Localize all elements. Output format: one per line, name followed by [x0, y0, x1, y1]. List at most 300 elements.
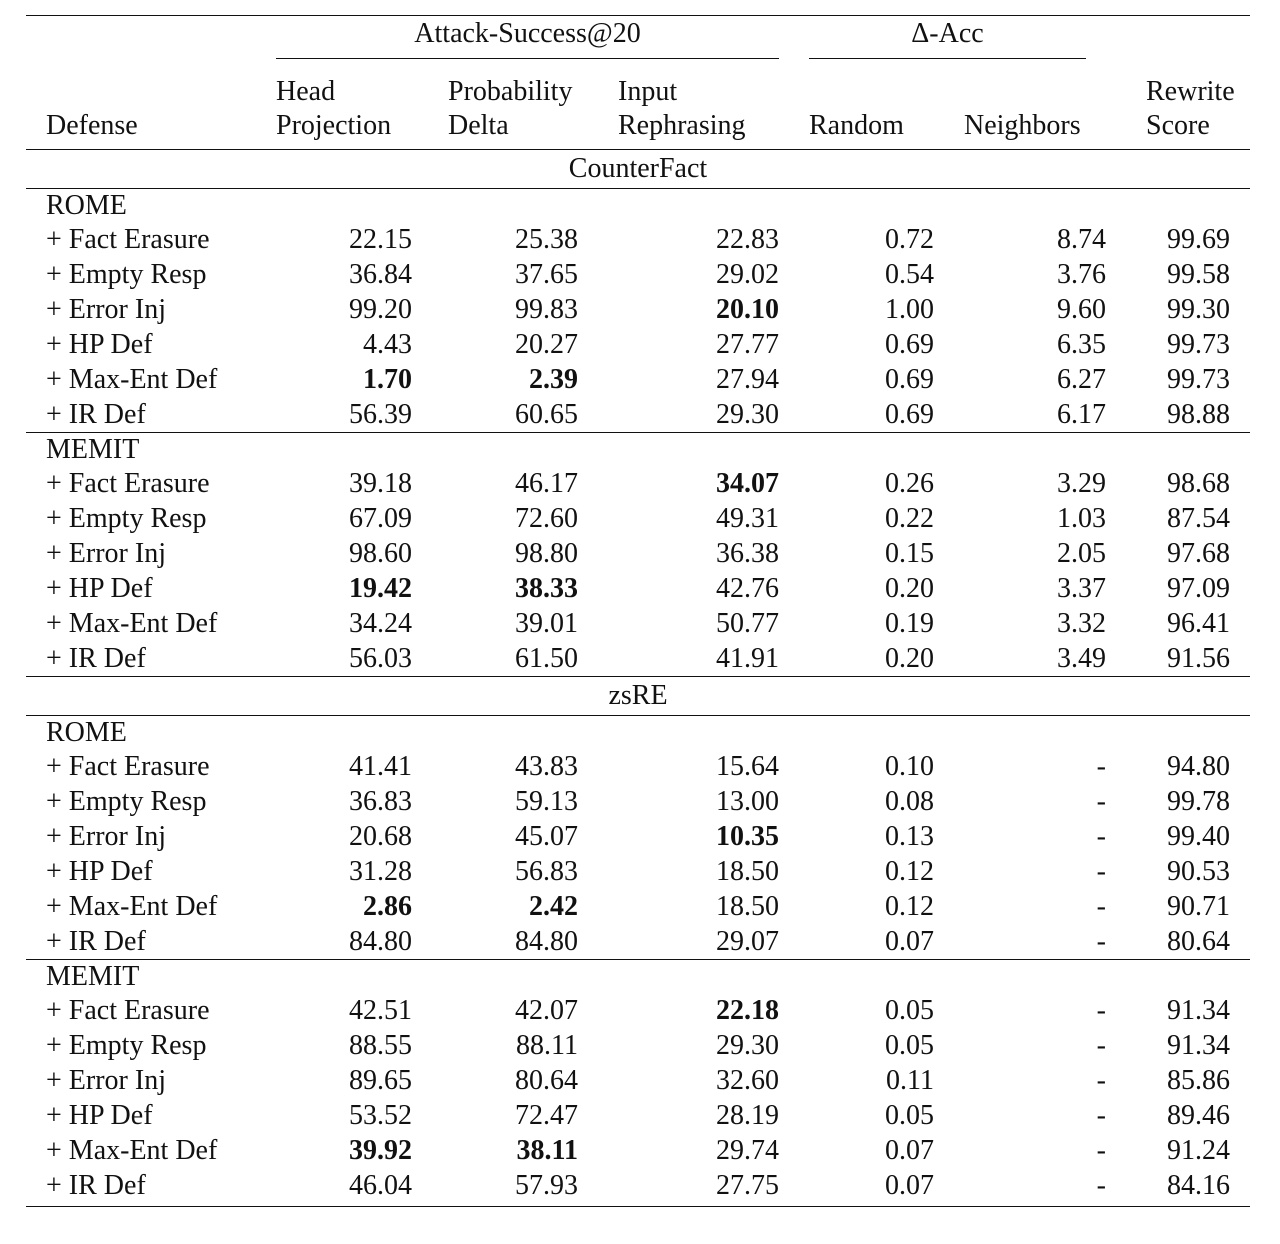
input-rephrasing-cell	[588, 222, 809, 257]
neighbors-value: 6.17	[1057, 399, 1106, 430]
rewrite-score-cell	[1116, 924, 1250, 960]
table-row	[26, 397, 1250, 433]
input-rephrasing-value: 36.38	[716, 538, 779, 569]
rewrite-score-value: 94.80	[1167, 751, 1230, 782]
neighbors-cell	[944, 749, 1116, 784]
defense-name-cell: + HP Def	[46, 1100, 153, 1131]
random-value: 0.15	[885, 538, 934, 569]
input-rephrasing-cell	[588, 854, 809, 889]
defense-name-cell: + IR Def	[46, 399, 146, 430]
neighbors-cell	[944, 1133, 1116, 1168]
defense-name-cell: + Error Inj	[46, 821, 166, 852]
head-projection-cell	[276, 1098, 422, 1133]
input-rephrasing-cell	[588, 466, 809, 501]
head-projection-value: 56.39	[349, 399, 412, 430]
rewrite-score-value: 91.24	[1167, 1135, 1230, 1166]
random-cell	[809, 1063, 944, 1098]
input-rephrasing-value: 27.75	[716, 1170, 779, 1201]
input-rephrasing-value: 49.31	[716, 503, 779, 534]
input-rephrasing-value: 18.50	[716, 856, 779, 887]
table-row	[26, 854, 1250, 889]
probability-delta-cell	[422, 501, 588, 536]
neighbors-value: -	[1096, 856, 1106, 887]
input-rephrasing-value: 29.30	[716, 399, 779, 430]
probability-delta-value: 72.60	[515, 503, 578, 534]
probability-delta-cell	[422, 1168, 588, 1207]
rewrite-score-cell	[1116, 257, 1250, 292]
head-projection-value: 89.65	[349, 1065, 412, 1096]
head-projection-value: 20.68	[349, 821, 412, 852]
random-cell	[809, 1133, 944, 1168]
rewrite-score-value: 99.78	[1167, 786, 1230, 817]
table-row	[26, 1168, 1250, 1207]
method-name: ROME	[46, 190, 127, 221]
random-cell	[809, 641, 944, 677]
head-projection-cell	[276, 292, 422, 327]
input-rephrasing-value: 42.76	[716, 573, 779, 604]
input-rephrasing-cell	[588, 1133, 809, 1168]
head-projection-value: 98.60	[349, 538, 412, 569]
neighbors-cell	[944, 606, 1116, 641]
random-cell	[809, 784, 944, 819]
neighbors-value: -	[1096, 1170, 1106, 1201]
method-name: MEMIT	[26, 433, 1250, 467]
input-rephrasing-value: 29.30	[716, 1030, 779, 1061]
random-cell	[809, 924, 944, 960]
col-header-rewrite-score	[1116, 61, 1250, 150]
input-rephrasing-value: 10.35	[716, 821, 779, 852]
random-cell	[809, 889, 944, 924]
probability-delta-value: 59.13	[515, 786, 578, 817]
neighbors-value: -	[1096, 1100, 1106, 1131]
table-row	[26, 1133, 1250, 1168]
head-projection-value: 22.15	[349, 224, 412, 255]
probability-delta-value: 57.93	[515, 1170, 578, 1201]
random-cell	[809, 819, 944, 854]
probability-delta-value: 38.11	[516, 1135, 578, 1166]
neighbors-cell	[944, 501, 1116, 536]
probability-delta-value: 88.11	[516, 1030, 578, 1061]
neighbors-cell	[944, 641, 1116, 677]
random-value: 0.69	[885, 364, 934, 395]
defense-name-cell: + Error Inj	[46, 1065, 166, 1096]
head-projection-cell	[276, 641, 422, 677]
input-rephrasing-cell	[588, 889, 809, 924]
defense-name-cell: + Empty Resp	[46, 503, 207, 534]
defense-name-cell: + Fact Erasure	[46, 468, 210, 499]
defense-name-cell: + Fact Erasure	[46, 751, 210, 782]
table-row	[26, 641, 1250, 677]
probability-delta-value: 45.07	[515, 821, 578, 852]
input-rephrasing-value: 41.91	[716, 643, 779, 674]
random-cell	[809, 749, 944, 784]
rewrite-score-cell	[1116, 222, 1250, 257]
head-projection-line2: Projection	[276, 110, 392, 141]
input-rephrasing-cell	[588, 397, 809, 433]
neighbors-cell	[944, 854, 1116, 889]
table-body	[26, 150, 1250, 1207]
neighbors-value: -	[1096, 926, 1106, 957]
defense-name-cell: + Max-Ent Def	[46, 1135, 218, 1166]
defense-name-cell: + Error Inj	[46, 538, 166, 569]
probability-delta-value: 84.80	[515, 926, 578, 957]
rewrite-score-cell	[1116, 1098, 1250, 1133]
section-header-row	[26, 677, 1250, 716]
random-value: 0.08	[885, 786, 934, 817]
input-rephrasing-line1: Input	[618, 76, 678, 107]
neighbors-value: 3.32	[1057, 608, 1106, 639]
neighbors-cell	[944, 1028, 1116, 1063]
random-value: 0.05	[885, 1030, 934, 1061]
rewrite-score-value: 87.54	[1167, 503, 1230, 534]
random-cell	[809, 466, 944, 501]
rewrite-score-cell	[1116, 466, 1250, 501]
rewrite-score-cell	[1116, 571, 1250, 606]
random-value: 0.54	[885, 259, 934, 290]
head-projection-value: 36.83	[349, 786, 412, 817]
head-projection-cell	[276, 606, 422, 641]
method-header-row	[26, 960, 1250, 994]
neighbors-value: 1.03	[1057, 503, 1106, 534]
neighbors-cell	[944, 993, 1116, 1028]
rewrite-score-cell	[1116, 606, 1250, 641]
random-cell	[809, 1098, 944, 1133]
input-rephrasing-cell	[588, 571, 809, 606]
probability-delta-cell	[422, 536, 588, 571]
neighbors-value: 6.27	[1057, 364, 1106, 395]
probability-delta-value: 43.83	[515, 751, 578, 782]
probability-delta-cell	[422, 924, 588, 960]
input-rephrasing-value: 29.02	[716, 259, 779, 290]
rewrite-score-cell	[1116, 362, 1250, 397]
random-cell	[809, 501, 944, 536]
table-row	[26, 466, 1250, 501]
rewrite-score-cell	[1116, 749, 1250, 784]
probability-delta-value: 42.07	[515, 995, 578, 1026]
head-projection-value: 31.28	[349, 856, 412, 887]
probability-delta-cell	[422, 222, 588, 257]
section-header-row	[26, 150, 1250, 189]
head-projection-value: 1.70	[363, 364, 412, 395]
head-projection-value: 56.03	[349, 643, 412, 674]
probability-delta-cell	[422, 784, 588, 819]
random-value: 0.12	[885, 891, 934, 922]
neighbors-cell	[944, 1168, 1116, 1207]
rewrite-score-cell	[1116, 1028, 1250, 1063]
random-cell	[809, 606, 944, 641]
table-row	[26, 292, 1250, 327]
rewrite-score-cell	[1116, 536, 1250, 571]
table-row	[26, 257, 1250, 292]
rewrite-score-value: 99.58	[1167, 259, 1230, 290]
head-projection-cell	[276, 1133, 422, 1168]
rewrite-score-cell	[1116, 854, 1250, 889]
rewrite-score-value: 99.40	[1167, 821, 1230, 852]
random-cell	[809, 993, 944, 1028]
probability-delta-cell	[422, 257, 588, 292]
neighbors-value: -	[1096, 786, 1106, 817]
neighbors-cell	[944, 1063, 1116, 1098]
rewrite-score-value: 85.86	[1167, 1065, 1230, 1096]
input-rephrasing-cell	[588, 819, 809, 854]
random-cell	[809, 257, 944, 292]
neighbors-cell	[944, 889, 1116, 924]
rewrite-score-value: 98.88	[1167, 399, 1230, 430]
table-row	[26, 924, 1250, 960]
table-row	[26, 889, 1250, 924]
input-rephrasing-cell	[588, 257, 809, 292]
rewrite-score-value: 98.68	[1167, 468, 1230, 499]
table-row	[26, 501, 1250, 536]
random-value: 0.13	[885, 821, 934, 852]
rewrite-score-value: 89.46	[1167, 1100, 1230, 1131]
head-projection-value: 46.04	[349, 1170, 412, 1201]
delta-acc-label: Δ-Acc	[809, 18, 1086, 59]
probability-delta-value: 61.50	[515, 643, 578, 674]
head-projection-cell	[276, 1028, 422, 1063]
head-projection-cell	[276, 222, 422, 257]
head-projection-value: 2.86	[363, 891, 412, 922]
defense-name-cell: + Fact Erasure	[46, 224, 210, 255]
rewrite-score-cell	[1116, 501, 1250, 536]
input-rephrasing-line2: Rephrasing	[618, 110, 746, 141]
input-rephrasing-value: 29.07	[716, 926, 779, 957]
delta-acc-group-header	[809, 16, 1116, 62]
random-value: 0.05	[885, 1100, 934, 1131]
head-projection-value: 67.09	[349, 503, 412, 534]
defense-name-cell: + Max-Ent Def	[46, 364, 218, 395]
table-row	[26, 1028, 1250, 1063]
head-projection-cell	[276, 466, 422, 501]
random-cell	[809, 222, 944, 257]
probability-delta-cell	[422, 466, 588, 501]
neighbors-cell	[944, 292, 1116, 327]
col-header-random: Random	[809, 110, 904, 141]
head-projection-value: 19.42	[349, 573, 412, 604]
input-rephrasing-value: 32.60	[716, 1065, 779, 1096]
random-value: 0.05	[885, 995, 934, 1026]
neighbors-value: 3.49	[1057, 643, 1106, 674]
head-projection-cell	[276, 784, 422, 819]
random-value: 0.07	[885, 1170, 934, 1201]
defense-name-cell: + IR Def	[46, 643, 146, 674]
head-projection-cell	[276, 749, 422, 784]
random-cell	[809, 854, 944, 889]
input-rephrasing-cell	[588, 1168, 809, 1207]
neighbors-value: 3.29	[1057, 468, 1106, 499]
section-title: zsRE	[26, 677, 1250, 716]
rewrite-score-value: 90.71	[1167, 891, 1230, 922]
probability-delta-value: 20.27	[515, 329, 578, 360]
input-rephrasing-value: 29.74	[716, 1135, 779, 1166]
probability-delta-cell	[422, 362, 588, 397]
defense-name-cell: + HP Def	[46, 856, 153, 887]
rewrite-score-value: 99.30	[1167, 294, 1230, 325]
defense-name-cell: + IR Def	[26, 1168, 276, 1207]
input-rephrasing-value: 27.94	[716, 364, 779, 395]
probability-delta-line2: Delta	[448, 110, 509, 141]
col-header-defense: Defense	[46, 110, 138, 141]
random-cell	[809, 292, 944, 327]
neighbors-cell	[944, 571, 1116, 606]
head-projection-cell	[276, 501, 422, 536]
head-projection-value: 42.51	[349, 995, 412, 1026]
random-value: 0.72	[885, 224, 934, 255]
rewrite-score-value: 97.09	[1167, 573, 1230, 604]
input-rephrasing-cell	[588, 641, 809, 677]
method-name: MEMIT	[26, 960, 1250, 994]
probability-delta-cell	[422, 397, 588, 433]
rewrite-score-value: 99.69	[1167, 224, 1230, 255]
head-projection-cell	[276, 327, 422, 362]
table-row	[26, 606, 1250, 641]
rewrite-score-value: 99.73	[1167, 329, 1230, 360]
defense-name-cell: + Empty Resp	[46, 259, 207, 290]
neighbors-cell	[944, 222, 1116, 257]
head-projection-cell	[276, 397, 422, 433]
random-cell	[809, 397, 944, 433]
rewrite-score-value: 91.56	[1167, 643, 1230, 674]
neighbors-value: -	[1096, 1135, 1106, 1166]
neighbors-value: -	[1096, 821, 1106, 852]
input-rephrasing-value: 28.19	[716, 1100, 779, 1131]
head-projection-cell	[276, 924, 422, 960]
neighbors-cell	[944, 362, 1116, 397]
probability-delta-value: 98.80	[515, 538, 578, 569]
rewrite-score-cell	[1116, 819, 1250, 854]
rewrite-score-value: 80.64	[1167, 926, 1230, 957]
probability-delta-value: 38.33	[515, 573, 578, 604]
probability-delta-cell	[422, 1133, 588, 1168]
input-rephrasing-value: 34.07	[716, 468, 779, 499]
input-rephrasing-value: 50.77	[716, 608, 779, 639]
input-rephrasing-cell	[588, 292, 809, 327]
head-projection-cell	[276, 993, 422, 1028]
table-row	[26, 327, 1250, 362]
input-rephrasing-value: 18.50	[716, 891, 779, 922]
head-projection-cell	[276, 1168, 422, 1207]
group-header-row	[26, 16, 1250, 62]
head-projection-value: 36.84	[349, 259, 412, 290]
probability-delta-cell	[422, 819, 588, 854]
input-rephrasing-value: 13.00	[716, 786, 779, 817]
defense-name-cell: + Max-Ent Def	[46, 608, 218, 639]
input-rephrasing-cell	[588, 327, 809, 362]
defense-name-cell: + HP Def	[46, 573, 153, 604]
neighbors-value: 8.74	[1057, 224, 1106, 255]
probability-delta-value: 2.39	[529, 364, 578, 395]
input-rephrasing-value: 20.10	[716, 294, 779, 325]
random-value: 0.69	[885, 399, 934, 430]
table-row	[26, 819, 1250, 854]
input-rephrasing-value: 15.64	[716, 751, 779, 782]
head-projection-cell	[276, 362, 422, 397]
head-projection-cell	[276, 854, 422, 889]
input-rephrasing-cell	[588, 536, 809, 571]
head-projection-value: 84.80	[349, 926, 412, 957]
random-value: 0.20	[885, 573, 934, 604]
random-value: 0.20	[885, 643, 934, 674]
neighbors-value: -	[1096, 1030, 1106, 1061]
rewrite-score-cell	[1116, 1133, 1250, 1168]
head-projection-line1: Head	[276, 76, 336, 107]
random-value: 0.11	[886, 1065, 934, 1096]
neighbors-cell	[944, 819, 1116, 854]
col-header-probability-delta	[422, 61, 588, 150]
rewrite-score-value: 84.16	[1167, 1170, 1230, 1201]
results-table	[26, 15, 1250, 1207]
neighbors-cell	[944, 536, 1116, 571]
random-cell	[809, 362, 944, 397]
table-header	[26, 16, 1250, 150]
col-header-head-projection	[276, 61, 422, 150]
rewrite-score-line2: Score	[1146, 110, 1210, 141]
defense-name-cell: + HP Def	[46, 329, 153, 360]
rewrite-score-value: 91.34	[1167, 995, 1230, 1026]
input-rephrasing-cell	[588, 924, 809, 960]
method-header-row	[26, 433, 1250, 467]
random-value: 1.00	[885, 294, 934, 325]
probability-delta-cell	[422, 571, 588, 606]
input-rephrasing-cell	[588, 1098, 809, 1133]
random-value: 0.07	[885, 1135, 934, 1166]
input-rephrasing-cell	[588, 1063, 809, 1098]
rewrite-score-value: 96.41	[1167, 608, 1230, 639]
neighbors-value: -	[1096, 995, 1106, 1026]
defense-name-cell: + Empty Resp	[46, 786, 207, 817]
section-title: CounterFact	[26, 150, 1250, 189]
input-rephrasing-cell	[588, 784, 809, 819]
probability-delta-cell	[422, 889, 588, 924]
rewrite-score-cell	[1116, 1168, 1250, 1207]
head-projection-value: 41.41	[349, 751, 412, 782]
col-header-input-rephrasing	[588, 61, 809, 150]
results-table-container	[26, 15, 1250, 1207]
neighbors-cell	[944, 257, 1116, 292]
probability-delta-value: 60.65	[515, 399, 578, 430]
method-header-row	[26, 189, 1250, 223]
probability-delta-value: 46.17	[515, 468, 578, 499]
random-value: 0.22	[885, 503, 934, 534]
neighbors-cell	[944, 784, 1116, 819]
head-projection-value: 99.20	[349, 294, 412, 325]
probability-delta-value: 25.38	[515, 224, 578, 255]
head-projection-value: 4.43	[363, 329, 412, 360]
defense-name-cell: + IR Def	[46, 926, 146, 957]
defense-name-cell: + Fact Erasure	[46, 995, 210, 1026]
input-rephrasing-value: 22.18	[716, 995, 779, 1026]
rewrite-score-value: 90.53	[1167, 856, 1230, 887]
neighbors-value: 3.37	[1057, 573, 1106, 604]
probability-delta-cell	[422, 1063, 588, 1098]
input-rephrasing-cell	[588, 993, 809, 1028]
probability-delta-cell	[422, 292, 588, 327]
neighbors-value: 6.35	[1057, 329, 1106, 360]
rewrite-score-line1: Rewrite	[1146, 76, 1235, 107]
random-value: 0.12	[885, 856, 934, 887]
random-value: 0.19	[885, 608, 934, 639]
probability-delta-cell	[422, 993, 588, 1028]
head-projection-value: 34.24	[349, 608, 412, 639]
input-rephrasing-cell	[588, 362, 809, 397]
random-value: 0.26	[885, 468, 934, 499]
neighbors-cell	[944, 327, 1116, 362]
defense-name-cell: + Error Inj	[46, 294, 166, 325]
head-projection-cell	[276, 257, 422, 292]
random-cell	[809, 571, 944, 606]
head-projection-cell	[276, 536, 422, 571]
probability-delta-line1: Probability	[448, 76, 573, 107]
